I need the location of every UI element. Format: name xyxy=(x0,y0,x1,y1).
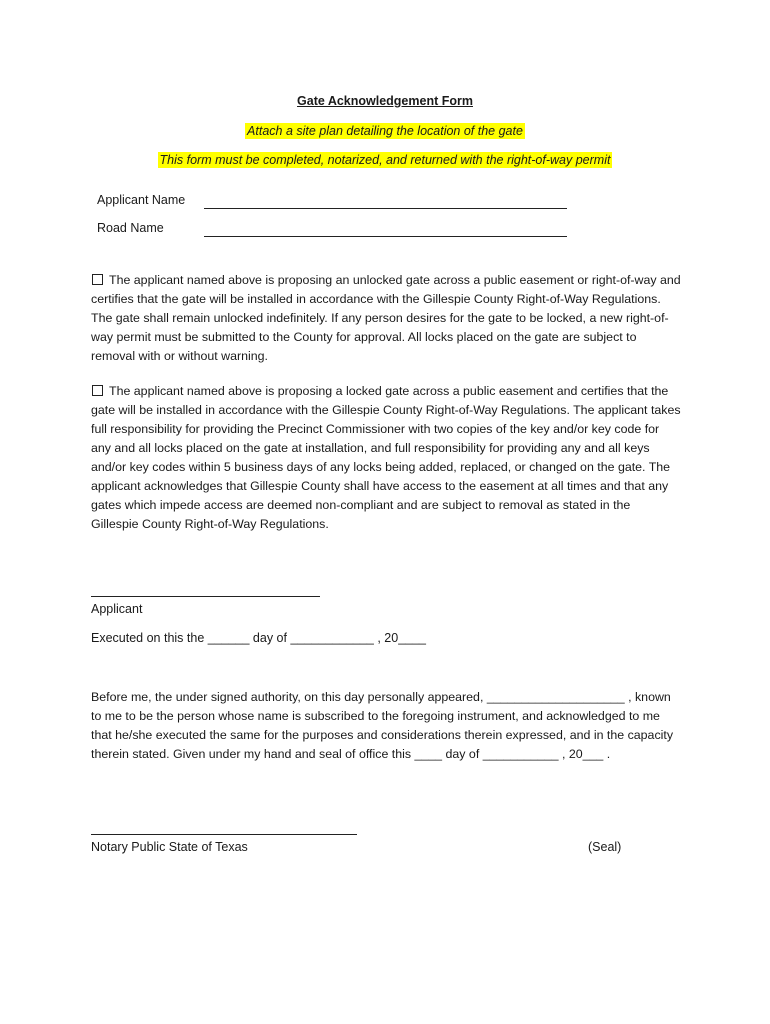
road-name-field[interactable] xyxy=(204,236,567,237)
instruction-site-plan xyxy=(0,124,770,138)
road-name-label: Road Name xyxy=(97,221,164,235)
notary-signature-line[interactable] xyxy=(91,834,357,835)
executed-date-line: Executed on this the ______ day of ____________ , 20____ xyxy=(91,631,427,645)
instruction-notarize xyxy=(0,153,770,167)
applicant-signature-line[interactable] xyxy=(91,596,320,597)
applicant-signature-label: Applicant xyxy=(91,602,143,616)
option-unlocked xyxy=(91,271,681,366)
option-unlocked-text: The applicant named above is proposing an unlocked gate across a public easement or right-of-way and certifies that the gate will be installed in accordance with the Gillespie County Right-of-Way Regulations. The gate shall remain unlocked indefinitely. If any person desires for the gate to be locked, a new right-of-way permit must be submitted to the County for approval. All locks placed on the gate are subject to removal with or without warning. xyxy=(91,273,681,363)
instruction-notarize-text: This form must be completed, notarized, and returned with the right-of-way permit xyxy=(159,153,611,167)
locked-gate-checkbox[interactable] xyxy=(92,385,103,396)
notary-acknowledgement: Before me, the under signed authority, on this day personally appeared, ____________________ , known to me to be the person whose name is subscribed to the foregoing instrument, and acknowledged to me that he/she executed the same for the purposes and considerations therein expressed, and in the capacity therein stated. Given under my hand and seal of office this ____ day of ___________ , 20___ . xyxy=(91,690,674,761)
applicant-name-field[interactable] xyxy=(204,208,567,209)
instruction-site-plan-text: Attach a site plan detailing the location of the gate xyxy=(247,124,523,138)
option-locked xyxy=(91,382,681,534)
form-title: Gate Acknowledgement Form xyxy=(297,94,473,108)
notary-public-label: Notary Public State of Texas xyxy=(91,840,248,854)
applicant-name-label: Applicant Name xyxy=(97,193,186,207)
seal-label: (Seal) xyxy=(588,840,622,854)
unlocked-gate-checkbox[interactable] xyxy=(92,274,103,285)
option-locked-text: The applicant named above is proposing a locked gate across a public easement and certifies that the gate will be installed in accordance with the Gillespie County Right-of-Way Regulations. The applicant takes full responsibility for providing the Precinct Commissioner with two copies of the key and/or key code for any and all locks placed on the gate at installation, and full responsibility for providing any and all keys and/or key codes within 5 business days of any locks being added, replaced, or changed on the gate. The applicant acknowledges that Gillespie County shall have access to the easement at all times and that any gates which impede access are deemed non-compliant and are subject to removal as stated in the Gillespie County Right-of-Way Regulations. xyxy=(91,384,681,531)
